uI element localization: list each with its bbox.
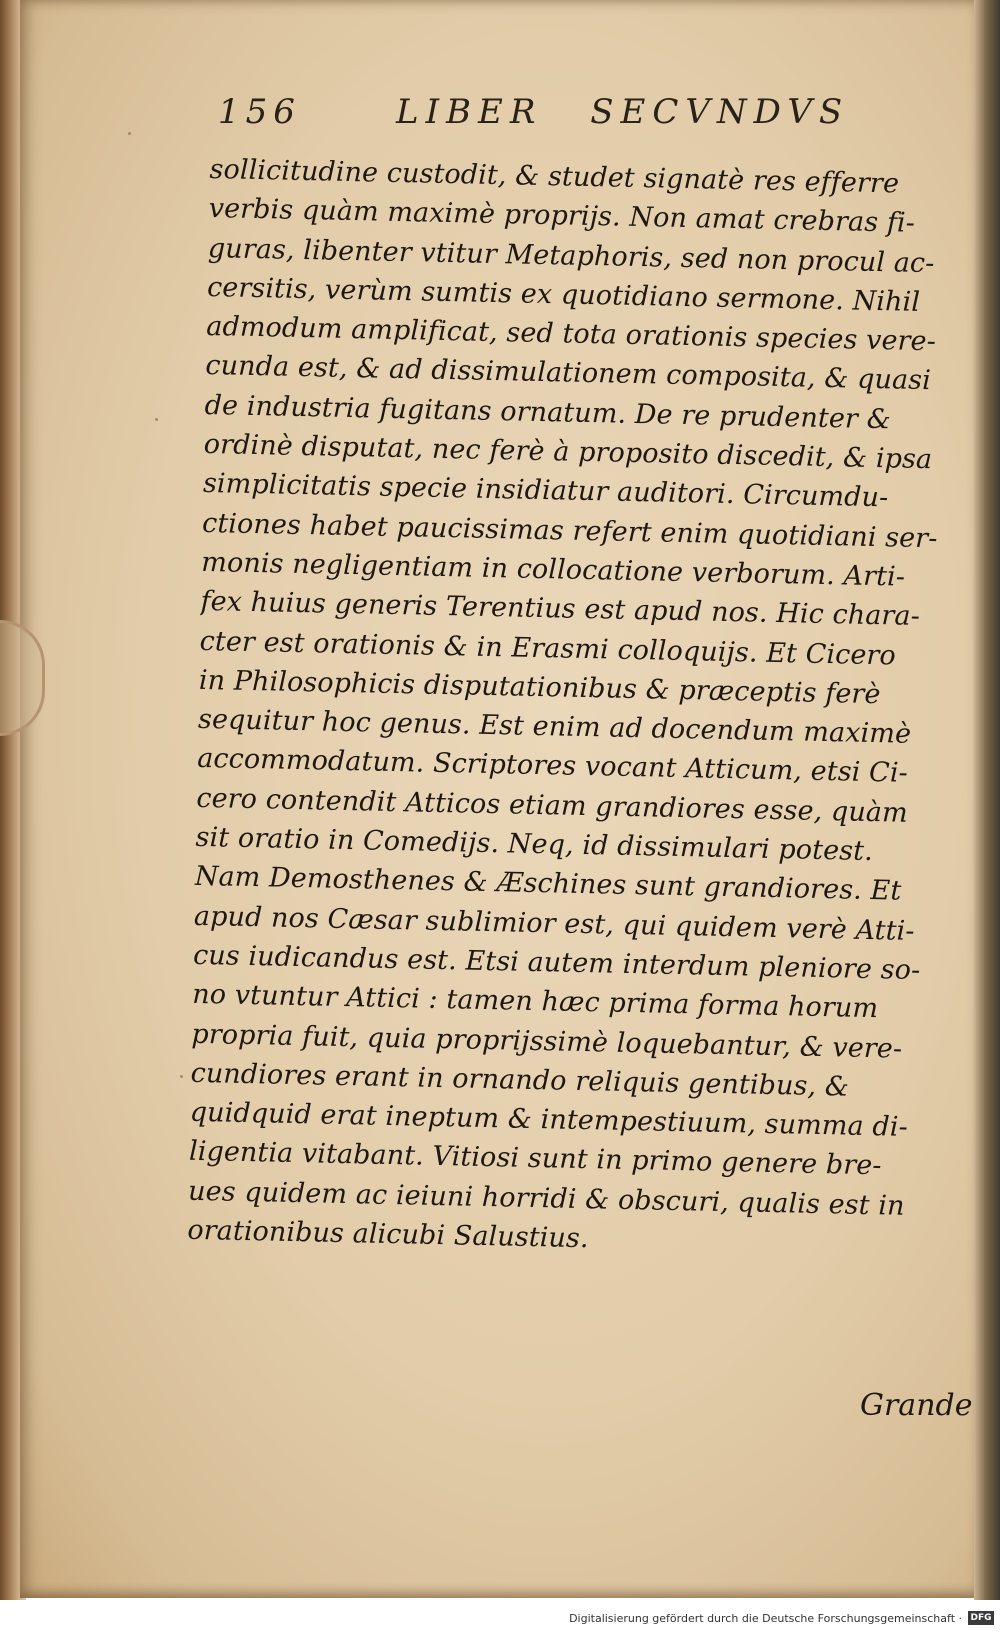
text-line: admodum amplificat, sed tota orationis species vere-: [205, 311, 937, 358]
digitization-credit: Digitalisierung gefördert durch die Deutsche Forschungsgemeinschaft ·: [569, 1612, 962, 1625]
text-line: monis negligentiam in collocatione verborum. Arti-: [201, 546, 906, 593]
text-line: accommodatum. Scriptores vocant Atticum, etsi Ci-: [196, 743, 909, 790]
dfg-logo-icon: DFG: [968, 1611, 994, 1625]
text-line: guras, libenter vtitur Metaphoris, sed non procul ac-: [207, 232, 935, 279]
text-line: sequitur hoc genus. Est enim ad docendum maximè: [197, 704, 912, 750]
text-line: propria fuit, quia proprijssimè loquebantur, & vere-: [191, 1018, 903, 1065]
body-text: [187, 150, 950, 1266]
digitization-footer: [0, 1606, 1000, 1633]
paper-speck: [128, 132, 131, 135]
catchword: Grande: [860, 1388, 973, 1423]
text-line: cero contendit Atticos etiam grandiores esse, quàm: [196, 782, 909, 829]
paper-speck: [180, 1075, 183, 1078]
text-line: ctiones habet paucissimas refert enim quotidiani ser-: [201, 507, 938, 554]
running-head-title: LIBER SECVNDVS: [396, 92, 850, 132]
text-line: sollicitudine custodit, & studet signatè res efferre: [209, 153, 900, 200]
paper-speck: [155, 418, 158, 421]
text-line: cus iudicandus est. Etsi autem interdum pleniore so-: [192, 939, 921, 986]
text-line: ordinè disputat, nec ferè à proposito discedit, & ipsa: [203, 429, 933, 476]
text-line: cundiores erant in ornando reliquis gentibus, &: [190, 1057, 850, 1103]
text-line: de industria fugitans ornatum. De re prudenter &: [204, 389, 892, 436]
running-head: [218, 92, 858, 142]
text-line: cunda est, & ad dissimulationem composita, & quasi: [205, 350, 932, 397]
page-number: 156: [218, 92, 301, 132]
text-line: ues quidem ac ieiuni horridi & obscuri, qualis est in: [187, 1175, 905, 1222]
text-line: sit oratio in Comedijs. Neq, id dissimulari potest.: [195, 821, 874, 868]
text-line: cersitis, verùm sumtis ex quotidiano sermone. Nihil: [206, 271, 921, 318]
text-line: simplicitatis specie insidiatur auditori. Circumdu-: [202, 468, 889, 514]
text-line: in Philosophicis disputationibus & præceptis ferè: [198, 664, 881, 711]
text-line: orationibus alicubi Salustius.: [187, 1214, 589, 1255]
text-line: cter est orationis & in Erasmi colloquijs. Et Cicero: [199, 625, 897, 672]
text-line: no vtuntur Attici : tamen hæc prima forma horum: [191, 979, 879, 1025]
book-fore-edge: [974, 0, 1000, 1600]
text-line: Nam Demosthenes & Æschines sunt grandiores. Et: [194, 861, 902, 907]
text-line: ligentia vitabant. Vitiosi sunt in primo genere bre-: [188, 1136, 882, 1182]
text-line: verbis quàm maximè proprijs. Non amat crebras fi-: [208, 193, 916, 240]
text-line: fex huius generis Terentius est apud nos. Hic chara-: [200, 586, 921, 633]
text-line: quidquid erat ineptum & intempestiuum, summa di-: [189, 1096, 909, 1143]
text-line: apud nos Cæsar sublimior est, qui quidem verè Atti-: [193, 900, 915, 947]
